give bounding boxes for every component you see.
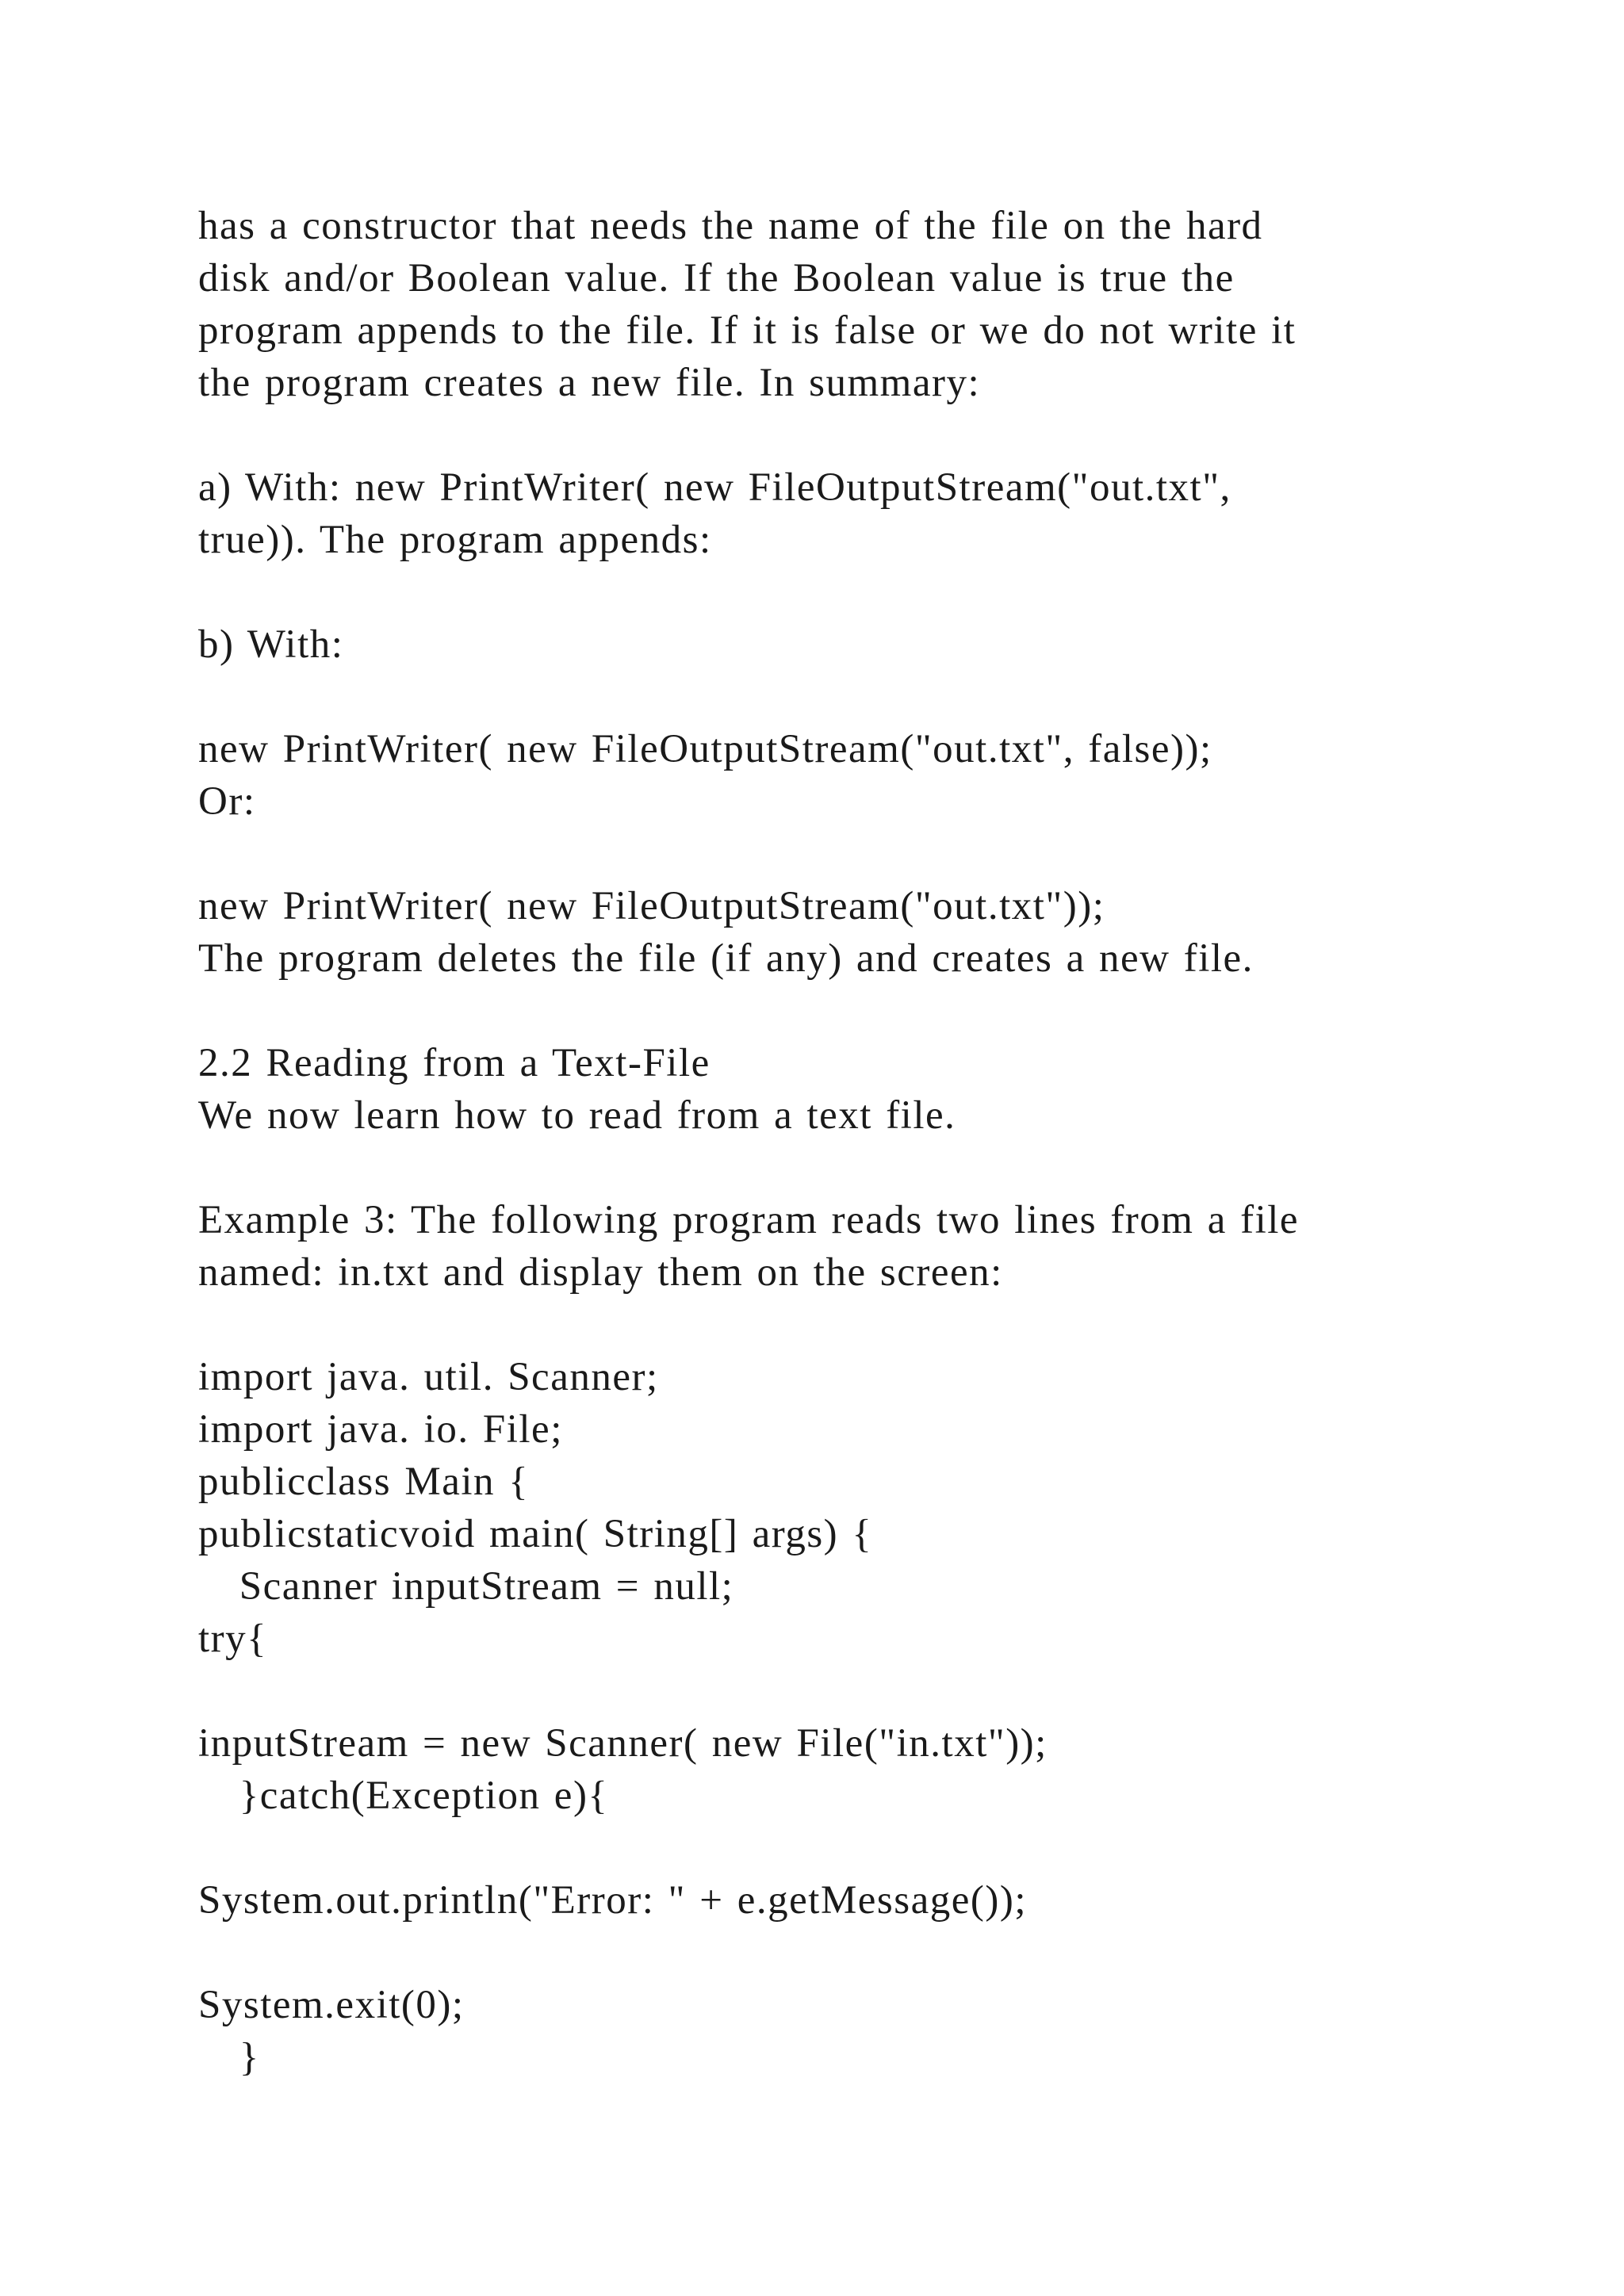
text-line: import java. io. File; (198, 1407, 563, 1452)
text-line: try{ (198, 1617, 268, 1661)
text-line: the program creates a new file. In summary: (198, 361, 981, 405)
text-line: We now learn how to read from a text file. (198, 1093, 956, 1138)
text-line: publicstaticvoid main( String[] args) { (198, 1512, 873, 1556)
blank-line (198, 566, 1435, 618)
text-line: } (198, 2035, 260, 2080)
text-line: disk and/or Boolean value. If the Boolean value is true the (198, 256, 1235, 300)
text-line: named: in.txt and display them on the screen: (198, 1250, 1003, 1295)
text-line: System.exit(0); (198, 1983, 465, 2027)
blank-line (198, 1142, 1435, 1194)
blank-line (198, 409, 1435, 461)
document-body (198, 200, 1435, 2084)
blank-line (198, 1822, 1435, 1874)
text-line: new PrintWriter( new FileOutputStream("out.txt", false)); (198, 727, 1212, 771)
blank-line (198, 1665, 1435, 1717)
text-line: Example 3: The following program reads two lines from a file (198, 1198, 1300, 1242)
blank-line (198, 671, 1435, 723)
text-line: program appends to the file. If it is false or we do not write it (198, 308, 1297, 353)
text-line: 2.2 Reading from a Text-File (198, 1041, 710, 1085)
text-line: new PrintWriter( new FileOutputStream("out.txt")); (198, 884, 1105, 928)
text-line: has a constructor that needs the name of the file on the hard (198, 204, 1263, 248)
text-line: }catch(Exception e){ (198, 1774, 609, 1818)
text-line: true)). The program appends: (198, 518, 712, 562)
text-line: import java. util. Scanner; (198, 1355, 659, 1399)
text-line: Scanner inputStream = null; (198, 1564, 734, 1609)
text-line: The program deletes the file (if any) and creates a new file. (198, 936, 1254, 981)
text-line: a) With: new PrintWriter( new FileOutputStream("out.txt", (198, 465, 1231, 510)
text-line: inputStream = new Scanner( new File("in.txt")); (198, 1721, 1048, 1766)
blank-line (198, 1299, 1435, 1351)
text-line: publicclass Main { (198, 1460, 530, 1504)
text-line: System.out.println("Error: " + e.getMessage()); (198, 1878, 1028, 1923)
text-line: b) With: (198, 622, 344, 667)
blank-line (198, 985, 1435, 1037)
text-line: Or: (198, 779, 256, 824)
blank-line (198, 1927, 1435, 1979)
blank-line (198, 828, 1435, 880)
